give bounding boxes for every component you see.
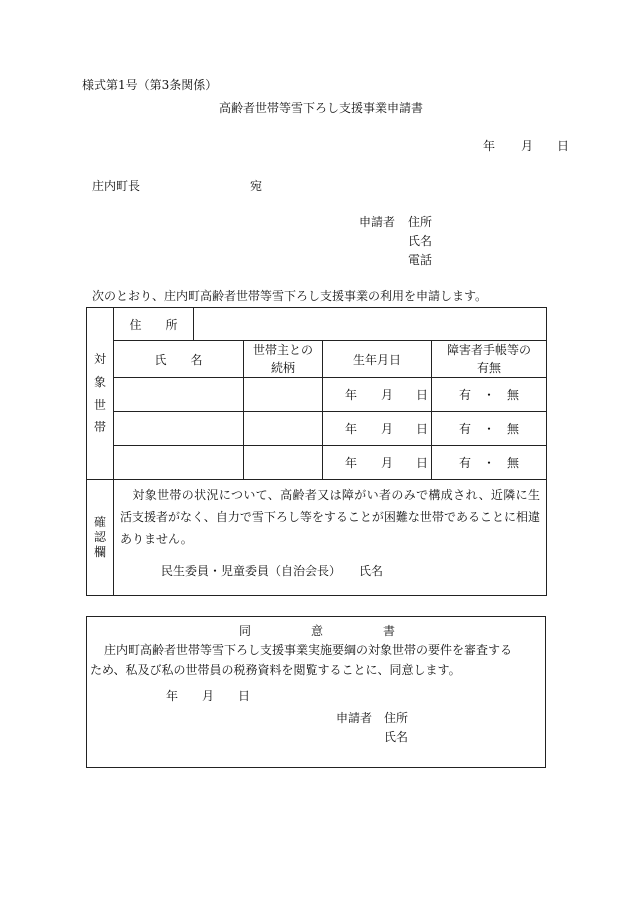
consent-text-line-2: ため、私及び私の世帯員の税務資料を閲覧することに、同意します。 (90, 663, 461, 677)
member-birthdate-field[interactable]: 年 月 日 (323, 412, 432, 446)
form-title: 高齢者世帯等雪下ろし支援事業申請書 (219, 101, 424, 115)
consent-name-label[interactable]: 氏名 (384, 730, 409, 744)
member-relation-field[interactable] (244, 412, 323, 446)
name-header: 氏 名 (114, 341, 244, 378)
member-handbook-choice[interactable]: 有 ・ 無 (432, 412, 547, 446)
member-handbook-choice[interactable]: 有 ・ 無 (432, 446, 547, 480)
addressee-honorific: 宛 (250, 179, 263, 193)
member-name-field[interactable] (114, 412, 244, 446)
target-household-section-label (87, 308, 114, 480)
member-birthdate-field[interactable]: 年 月 日 (323, 378, 432, 412)
intro-text: 次のとおり、庄内町高齢者世帯等雪下ろし支援事業の利用を申請します。 (92, 289, 488, 303)
target-household-label-text: 対 象 世 帯 (93, 351, 106, 435)
date-day-label: 日 (557, 139, 570, 153)
member-birthdate-field[interactable]: 年 月 日 (323, 446, 432, 480)
consent-box (86, 616, 546, 768)
applicant-name-label: 氏名 (408, 234, 433, 248)
consent-text-line-1: 庄内町高齢者世帯等雪下ろし支援事業実施要綱の対象世帯の要件を審査する (104, 643, 513, 657)
consent-date-year: 年 (166, 689, 179, 703)
confirmation-cell (114, 480, 547, 596)
confirmation-text: 対象世帯の状況について、高齢者又は障がい者のみで構成され、近隣に生活支援者がなく、自力で雪下ろし等をすることが困難な世帯であることに相違ありません。 (120, 488, 540, 546)
member-handbook-choice[interactable]: 有 ・ 無 (432, 378, 547, 412)
consent-address-label[interactable]: 住所 (384, 711, 409, 725)
consent-applicant-label: 申請者 (336, 711, 373, 725)
member-relation-field[interactable] (244, 446, 323, 480)
consent-date-day: 日 (238, 689, 251, 703)
confirmation-signer[interactable]: 民生委員・児童委員（自治会長） 氏名 (161, 564, 384, 578)
applicant-phone-label: 電話 (408, 253, 433, 267)
address-field[interactable] (194, 308, 547, 341)
date-year-label: 年 (483, 139, 496, 153)
form-number: 様式第1号（第3条関係） (82, 78, 218, 92)
address-label-cell: 住 所 (114, 308, 194, 341)
applicant-label: 申請者 (359, 215, 396, 229)
relation-header: 世帯主との 続柄 (244, 341, 323, 378)
table-row (87, 378, 547, 412)
member-name-field[interactable] (114, 446, 244, 480)
consent-title: 同 意 書 (239, 624, 396, 638)
table-row (87, 446, 547, 480)
handbook-header: 障害者手帳等の 有無 (432, 341, 547, 378)
consent-date-month: 月 (202, 689, 215, 703)
table-row (87, 412, 547, 446)
birthdate-header: 生年月日 (323, 341, 432, 378)
target-household-table (86, 307, 547, 596)
addressee-name: 庄内町長 (92, 179, 141, 193)
applicant-address-label: 住所 (408, 215, 433, 229)
date-month-label: 月 (521, 139, 534, 153)
member-name-field[interactable] (114, 378, 244, 412)
member-relation-field[interactable] (244, 378, 323, 412)
confirmation-section-label: 確 認 欄 (87, 480, 114, 596)
